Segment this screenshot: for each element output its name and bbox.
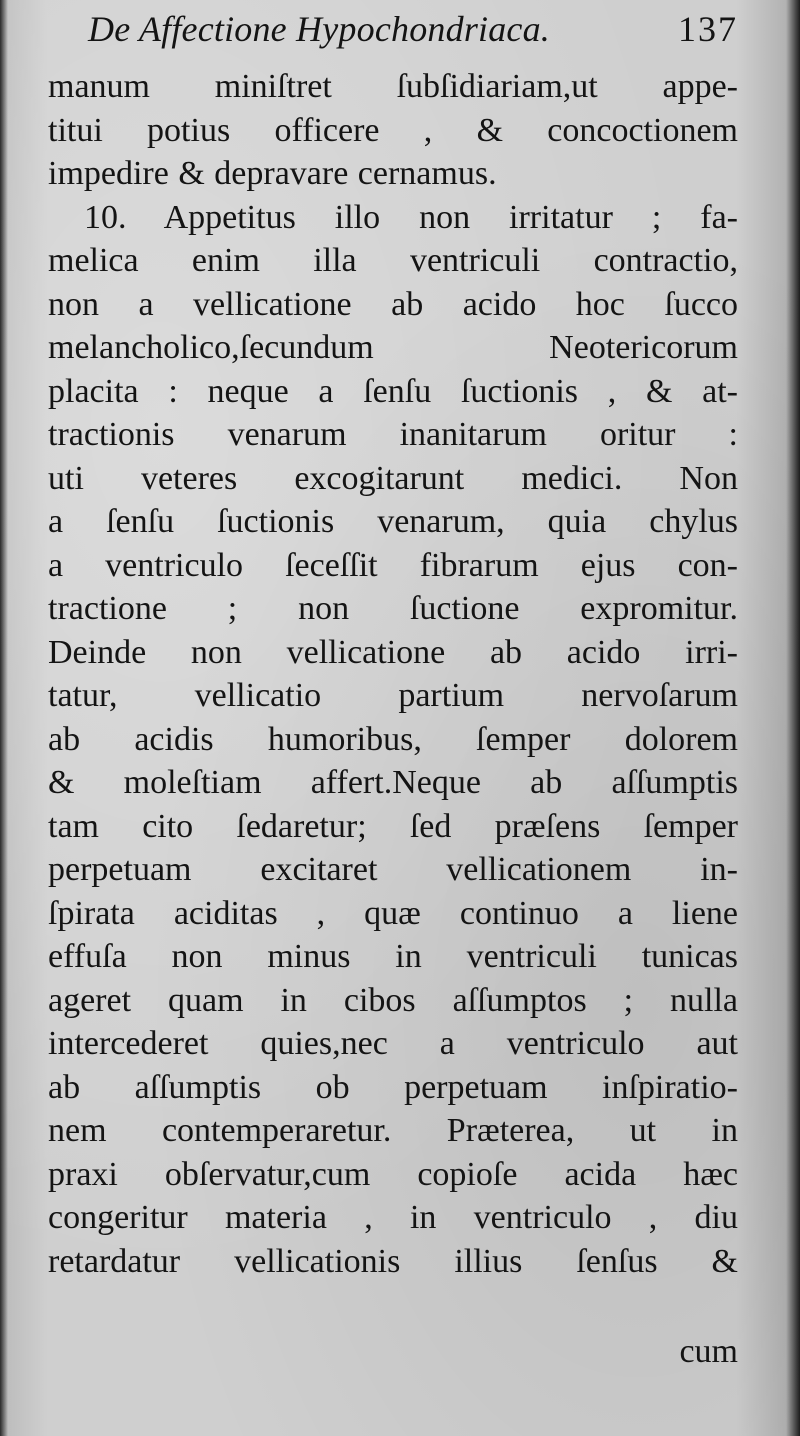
text-line: a ſenſu ſuctionis venarum, quia chylus (48, 503, 738, 540)
text-line: melica enim illa ventriculi contractio, (48, 242, 738, 279)
text-line: ab acidis humoribus, ſemper dolorem (48, 720, 738, 758)
text-line: uti veteres excogitarunt medici. Non (48, 459, 738, 497)
page-right-shadow (786, 0, 800, 1436)
text-line: melancholico,ſecundum Neotericorum (48, 329, 738, 366)
text-line: nem contemperaretur. Præterea, ut in (48, 1112, 738, 1149)
text-line: tatur, vellicatio partium nervoſarum (48, 677, 738, 714)
page-left-shadow (0, 0, 8, 1436)
catchword: cum (679, 1333, 738, 1370)
text-line: non a vellicatione ab acido hoc ſucco (48, 285, 738, 323)
text-line: titui potius officere , & concoctionem (48, 111, 738, 149)
text-line: retardatur vellicationis illius ſenſus & (48, 1242, 738, 1280)
body-text (48, 65, 738, 1283)
text-line: ſpirata aciditas , quæ continuo a liene (48, 894, 738, 932)
page-header (88, 6, 738, 52)
text-line: tractione ; non ſuctione expromitur. (48, 590, 738, 627)
text-line: & moleſtiam affert.Neque ab aſſumptis (48, 764, 738, 801)
page-number: 137 (678, 9, 738, 49)
text-line: praxi obſervatur,cum copioſe acida hæc (48, 1155, 738, 1193)
text-line: tam cito ſedaretur; ſed præſens ſemper (48, 807, 738, 845)
text-line: effuſa non minus in ventriculi tunicas (48, 938, 738, 975)
text-line: impedire & depravare cernamus. (48, 155, 497, 192)
text-line: intercederet quies,nec a ventriculo aut (48, 1025, 738, 1062)
text-line: Deinde non vellicatione ab acido irri- (48, 633, 738, 671)
running-title: De Affectione Hypochondriaca. (88, 9, 551, 49)
text-line: placita : neque a ſenſu ſuctionis , & at- (48, 372, 738, 410)
text-line: a ventriculo ſeceſſit fibrarum ejus con- (48, 546, 738, 584)
text-line: perpetuam excitaret vellicationem in- (48, 851, 738, 888)
text-line: manum miniſtret ſubſidiariam,ut appe- (48, 68, 738, 105)
text-line: congeritur materia , in ventriculo , diu (48, 1199, 738, 1236)
text-line: tractionis venarum inanitarum oritur : (48, 416, 738, 453)
text-line: ageret quam in cibos aſſumptos ; nulla (48, 981, 738, 1019)
text-line: ab aſſumptis ob perpetuam inſpiratio- (48, 1068, 738, 1106)
paragraph-start-line: 10. Appetitus illo non irritatur ; fa- (84, 198, 738, 236)
